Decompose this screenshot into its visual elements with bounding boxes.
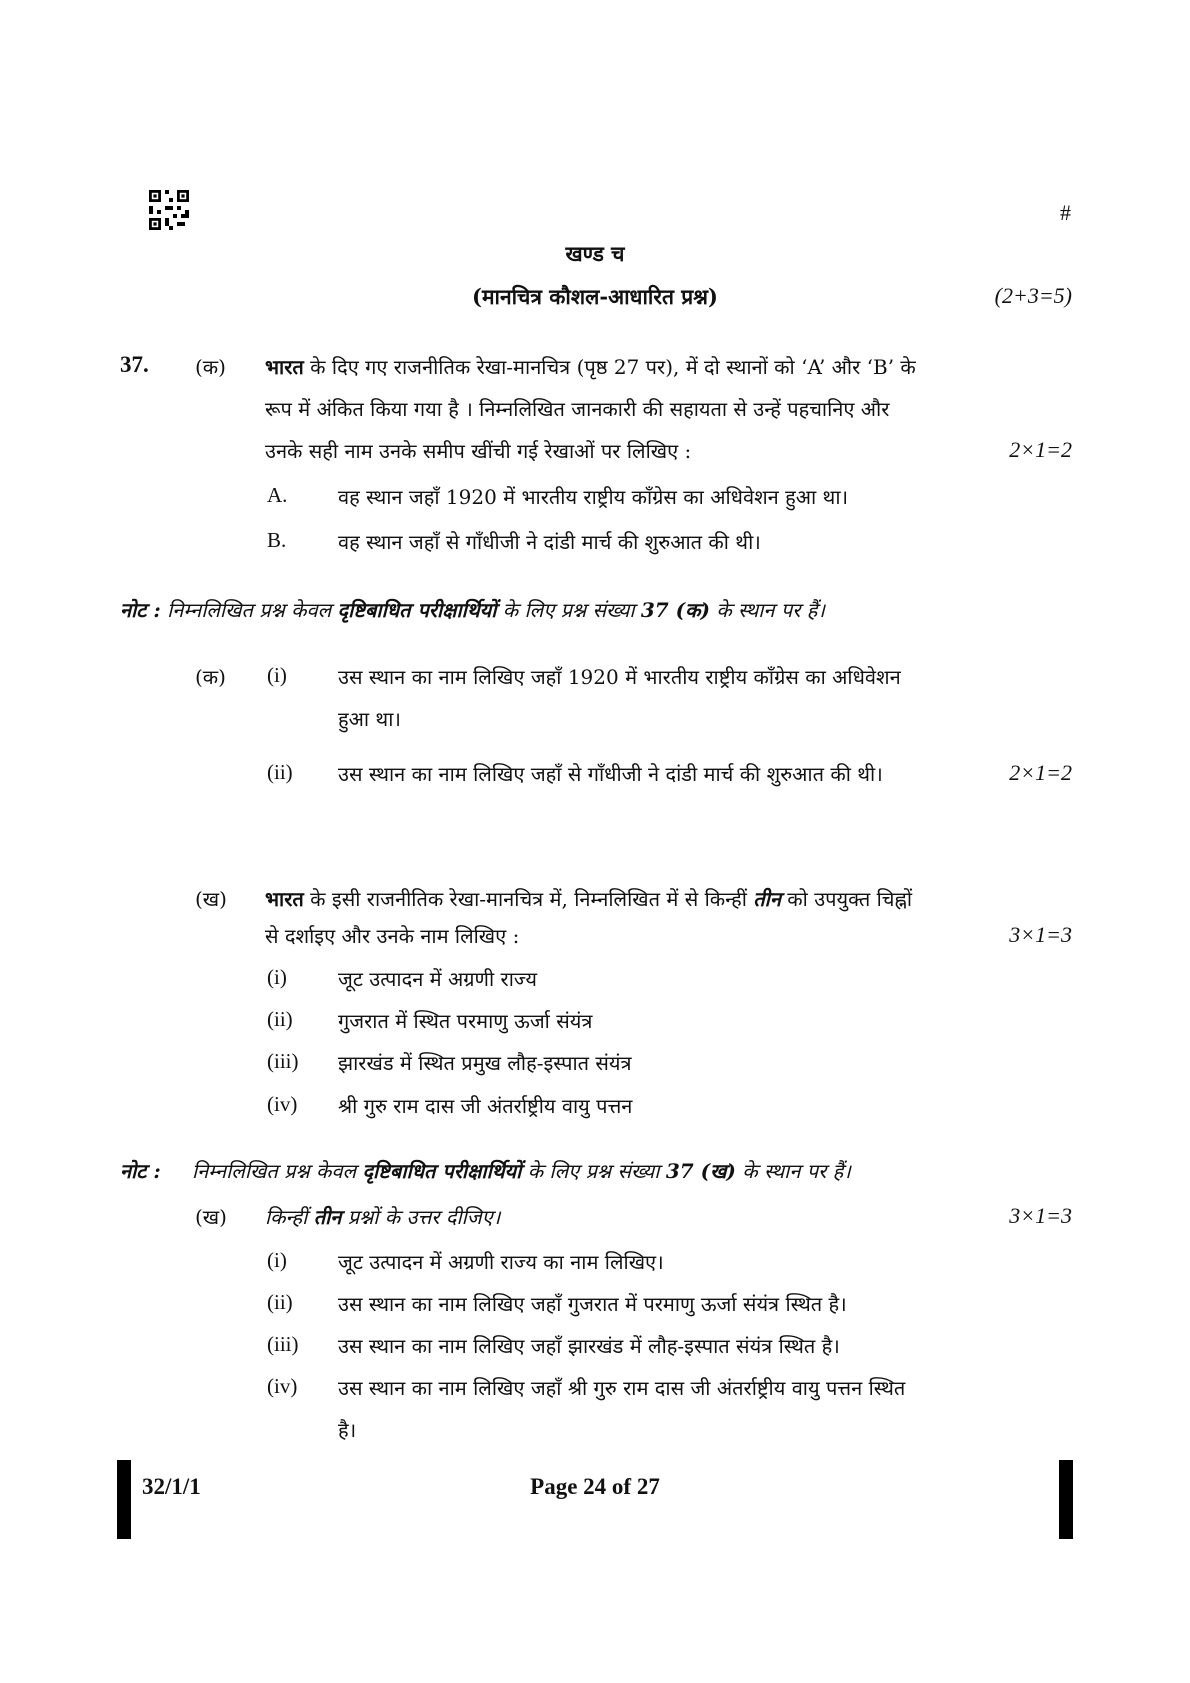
q37a-line1: भारत के दिए गए राजनीतिक रेखा-मानचित्र (पृष्ठ 27 पर), में दो स्थानों को ‘A’ और ‘B’ के xyxy=(265,355,916,379)
vi-kha-marks: 3×1=3 xyxy=(1009,1203,1072,1228)
q37a-marks: 2×1=2 xyxy=(1009,437,1072,462)
vi-kha-ii-text: उस स्थान का नाम लिखिए जहाँ गुजरात में परमाणु ऊर्जा संयंत्र स्थित है। xyxy=(338,1292,847,1316)
q37b-iii-text: झारखंड में स्थित प्रमुख लौह-इस्पात संयंत्र xyxy=(338,1051,632,1075)
vi-kha-iii-label: (iii) xyxy=(267,1332,299,1356)
q37b-iv-label: (iv) xyxy=(267,1092,298,1116)
q37b-iii-label: (iii) xyxy=(267,1049,299,1073)
section-marks: (2+3=5) xyxy=(994,283,1072,308)
vi-ka-i-line2: हुआ था। xyxy=(338,707,401,731)
q37b-iv-text: श्री गुरु राम दास जी अंतर्राष्ट्रीय वायु पत्तन xyxy=(338,1094,633,1118)
vi-ka-i-line1: उस स्थान का नाम लिखिए जहाँ 1920 में भारतीय राष्ट्रीय काँग्रेस का अधिवेशन xyxy=(338,665,901,689)
vi-ka-marks: 2×1=2 xyxy=(1009,760,1072,785)
q37b-i-text: जूट उत्पादन में अग्रणी राज्य xyxy=(338,967,537,991)
question-number: 37. xyxy=(120,352,149,377)
section-title: खण्ड च xyxy=(565,241,625,266)
q37b-ii-text: गुजरात में स्थित परमाणु ऊर्जा संयंत्र xyxy=(338,1009,593,1033)
vi-ka-ii-line1: उस स्थान का नाम लिखिए जहाँ से गाँधीजी ने दांडी मार्च की शुरुआत की थी। xyxy=(338,762,883,786)
part-label-kha: (ख) xyxy=(195,887,227,911)
paper-code: 32/1/1 xyxy=(142,1474,201,1499)
q37a-lead: भारत xyxy=(265,355,304,379)
part-label-ka: (क) xyxy=(195,355,226,379)
vi-kha-iv-label: (iv) xyxy=(267,1374,298,1398)
q37b-ii-label: (ii) xyxy=(267,1007,293,1031)
note-kha: नोट : xyxy=(120,1159,161,1183)
item-label-a: A. xyxy=(267,483,288,507)
vi-ka-label: (क) xyxy=(195,665,226,689)
vi-kha-iv-line1: उस स्थान का नाम लिखिए जहाँ श्री गुरु राम दास जी अंतर्राष्ट्रीय वायु पत्तन स्थित xyxy=(338,1376,906,1400)
footer-bar-right xyxy=(1059,1460,1073,1539)
vi-ka-i-label: (i) xyxy=(267,663,287,687)
vi-kha-instruction: किन्हीं तीन प्रश्नों के उत्तर दीजिए। xyxy=(265,1205,501,1229)
vi-kha-iv-line2: है। xyxy=(338,1418,357,1442)
page-number: Page 24 of 27 xyxy=(530,1474,660,1499)
hash-mark: # xyxy=(1060,200,1071,225)
vi-ka-ii-label: (ii) xyxy=(267,760,293,784)
q37a-line2: रूप में अंकित किया गया है । निम्नलिखित जानकारी की सहायता से उन्हें पहचानिए और xyxy=(265,397,890,421)
item-text-a: वह स्थान जहाँ 1920 में भारतीय राष्ट्रीय काँग्रेस का अधिवेशन हुआ था। xyxy=(338,485,849,509)
section-subtitle: (मानचित्र कौशल-आधारित प्रश्न) xyxy=(472,284,718,309)
item-text-b: वह स्थान जहाँ से गाँधीजी ने दांडी मार्च की शुरुआत की थी। xyxy=(338,530,761,554)
q37b-marks: 3×1=3 xyxy=(1009,922,1072,947)
vi-kha-label: (ख) xyxy=(195,1205,227,1229)
q37a-line3: उनके सही नाम उनके समीप खींची गई रेखाओं पर लिखिए : xyxy=(265,439,692,463)
qr-code-icon xyxy=(149,190,189,230)
q37b-i-label: (i) xyxy=(267,965,287,989)
vi-kha-i-label: (i) xyxy=(267,1248,287,1272)
item-label-b: B. xyxy=(267,528,287,552)
note-kha-body: निम्नलिखित प्रश्न केवल दृष्टिबाधित परीक्षार्थियों के लिए प्रश्न संख्या 37 (ख) के स्थान पर हैं। xyxy=(192,1159,851,1183)
note-ka: नोट : निम्नलिखित प्रश्न केवल दृष्टिबाधित परीक्षार्थियों के लिए प्रश्न संख्या 37 (क) के स्थान पर हैं। xyxy=(120,598,825,622)
q37b-line1: भारत के इसी राजनीतिक रेखा-मानचित्र में, निम्नलिखित में से किन्हीं तीन को उपयुक्त चिह्नों xyxy=(265,887,913,911)
vi-kha-i-text: जूट उत्पादन में अग्रणी राज्य का नाम लिखिए। xyxy=(338,1250,664,1274)
vi-kha-ii-label: (ii) xyxy=(267,1290,293,1314)
vi-kha-iii-text: उस स्थान का नाम लिखिए जहाँ झारखंड में लौह-इस्पात संयंत्र स्थित है। xyxy=(338,1334,840,1358)
q37b-line2: से दर्शाइए और उनके नाम लिखिए : xyxy=(265,924,520,948)
